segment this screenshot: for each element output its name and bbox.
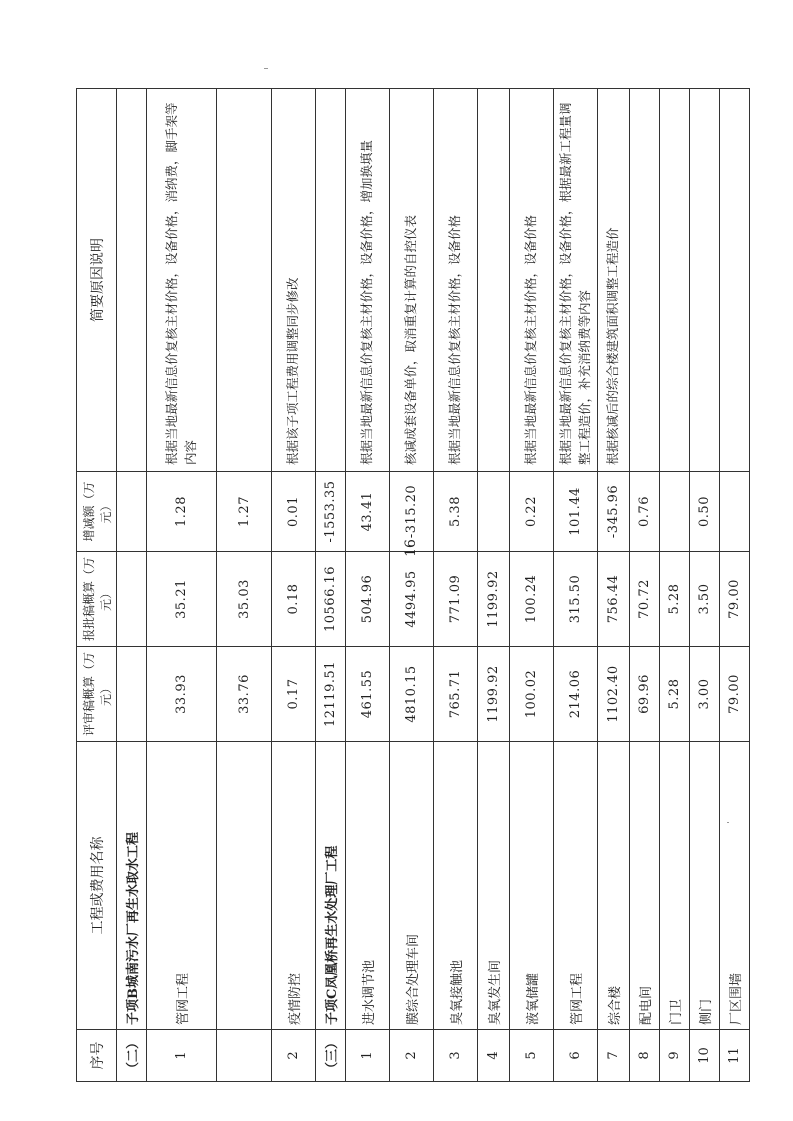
cell-reason: 根据当地最新信息价复核主材价格，设备价格，根据最新工程量调整工程造价，补充消纳费等内容 — [554, 89, 598, 472]
cell-no: 5 — [510, 1030, 554, 1082]
cell-reason — [630, 89, 660, 472]
cell-no: 2 — [390, 1030, 434, 1082]
cell-submit: 5.28 — [660, 552, 690, 647]
cell-reason: 根据当地最新信息价复核主材价格，设备价格 — [434, 89, 478, 472]
header-delta: 增减额（万元） — [77, 472, 117, 552]
cell-no: 10 — [690, 1030, 720, 1082]
cost-comparison-table — [76, 88, 750, 1082]
table-row — [510, 89, 554, 1082]
table-row — [720, 89, 750, 1082]
table-header-row — [77, 89, 117, 1082]
table-row — [630, 89, 660, 1082]
cell-review: 3.00 — [690, 647, 720, 742]
cell-submit: 315.50 — [554, 552, 598, 647]
page-number: 16 — [402, 539, 419, 557]
cell-name: 进水调节池 — [346, 742, 390, 1030]
header-no: 序号 — [77, 1030, 117, 1082]
cell-reason — [217, 89, 272, 472]
cell-name: 管网工程 — [147, 742, 217, 1030]
header-name: 工程或费用名称 — [77, 742, 117, 1030]
cell-review: 1199.92 — [478, 647, 510, 742]
table-row — [598, 89, 630, 1082]
cell-submit: 35.03 — [217, 552, 272, 647]
cell-review: 69.96 — [630, 647, 660, 742]
section-row — [117, 89, 147, 1082]
cell-review: 12119.51 — [316, 647, 346, 742]
cell-submit: 70.72 — [630, 552, 660, 647]
cell-reason: 根据该子项工程费用调整同步修改 — [272, 89, 316, 472]
cell-review: 461.55 — [346, 647, 390, 742]
cell-name — [217, 742, 272, 1030]
header-reason: 简要原因说明 — [77, 89, 117, 472]
cell-submit: 771.09 — [434, 552, 478, 647]
cell-delta: -1553.35 — [316, 472, 346, 552]
table-row — [434, 89, 478, 1082]
scan-speck — [264, 68, 268, 69]
cell-reason — [660, 89, 690, 472]
cell-reason — [316, 89, 346, 472]
header-review: 评审稿概算（万元） — [77, 647, 117, 742]
cell-reason — [690, 89, 720, 472]
cell-reason — [478, 89, 510, 472]
cell-submit: 504.96 — [346, 552, 390, 647]
cell-name: 臭氧接触池 — [434, 742, 478, 1030]
cell-delta — [117, 472, 147, 552]
cell-submit: 0.18 — [272, 552, 316, 647]
cell-name: 疫情防控 — [272, 742, 316, 1030]
cell-review: 5.28 — [660, 647, 690, 742]
table-row — [554, 89, 598, 1082]
cell-review: 33.76 — [217, 647, 272, 742]
cell-name: 厂区围墙 — [720, 742, 750, 1030]
cell-submit: 79.00 — [720, 552, 750, 647]
table-row — [390, 89, 434, 1082]
cell-no: 7 — [598, 1030, 630, 1082]
cell-review: 0.17 — [272, 647, 316, 742]
cell-delta: 43.41 — [346, 472, 390, 552]
cell-reason — [117, 89, 147, 472]
cell-no: 1 — [147, 1030, 217, 1082]
cell-name: 综合楼 — [598, 742, 630, 1030]
cell-no: 9 — [660, 1030, 690, 1082]
cell-delta — [720, 472, 750, 552]
cell-submit: 100.24 — [510, 552, 554, 647]
cell-no: 11 — [720, 1030, 750, 1082]
cell-submit: 35.21 — [147, 552, 217, 647]
cell-review: 79.00 — [720, 647, 750, 742]
cell-delta: 1.28 — [147, 472, 217, 552]
cell-delta: 0.76 — [630, 472, 660, 552]
cell-name: 液氧储罐 — [510, 742, 554, 1030]
cell-reason: 根据当地最新信息价复核主材价格，设备价格，增加换填量 — [346, 89, 390, 472]
cell-review: 4810.15 — [390, 647, 434, 742]
cell-name: 配电间 — [630, 742, 660, 1030]
cell-name: 子项B城南污水厂再生水取水工程 — [117, 742, 147, 1030]
cell-no: （二） — [117, 1030, 147, 1082]
header-submit: 报批稿概算（万元） — [77, 552, 117, 647]
cell-delta: 0.22 — [510, 472, 554, 552]
cell-review: 1102.40 — [598, 647, 630, 742]
cell-submit: 10566.16 — [316, 552, 346, 647]
cell-reason — [720, 89, 750, 472]
cell-review — [117, 647, 147, 742]
cell-delta: 0.50 — [690, 472, 720, 552]
cell-review: 765.71 — [434, 647, 478, 742]
cell-name: 子项C凤凰桥再生水处理厂工程 — [316, 742, 346, 1030]
cell-delta: 101.44 — [554, 472, 598, 552]
cell-review: 214.06 — [554, 647, 598, 742]
cell-delta — [660, 472, 690, 552]
cell-delta: -315.20 — [390, 472, 434, 552]
rotated-table-wrapper — [76, 89, 744, 1082]
cell-delta: -345.96 — [598, 472, 630, 552]
table-row — [272, 89, 316, 1082]
cell-no: 8 — [630, 1030, 660, 1082]
cell-delta: 5.38 — [434, 472, 478, 552]
table-row — [478, 89, 510, 1082]
cell-no: 6 — [554, 1030, 598, 1082]
cell-delta: 1.27 — [217, 472, 272, 552]
cell-reason: 根据当地最新信息价复核主材价格，设备价格 — [510, 89, 554, 472]
cell-no: 4 — [478, 1030, 510, 1082]
cell-review: 100.02 — [510, 647, 554, 742]
table-row — [660, 89, 690, 1082]
cell-reason: 核减成套设备单价，取消重复计算的自控仪表 — [390, 89, 434, 472]
cell-no — [217, 1030, 272, 1082]
cell-name: 管网工程 — [554, 742, 598, 1030]
cell-submit: 4494.95 — [390, 552, 434, 647]
table-row — [147, 89, 217, 1082]
cell-name: 侧门 — [690, 742, 720, 1030]
cell-name: 膜综合处理车间 — [390, 742, 434, 1030]
cell-delta: 0.01 — [272, 472, 316, 552]
cell-reason: 根据当地最新信息价复核主材价格，设备价格，消纳费，脚手架等内容 — [147, 89, 217, 472]
cell-review: 33.93 — [147, 647, 217, 742]
cell-submit: 756.44 — [598, 552, 630, 647]
cell-no: 2 — [272, 1030, 316, 1082]
table-row — [690, 89, 720, 1082]
cell-no: 3 — [434, 1030, 478, 1082]
cell-name: 臭氧发生间 — [478, 742, 510, 1030]
cell-no: （三） — [316, 1030, 346, 1082]
cell-delta — [478, 472, 510, 552]
cell-no: 1 — [346, 1030, 390, 1082]
cell-reason: 根据核减后的综合楼建筑面积调整工程造价 — [598, 89, 630, 472]
cell-submit: 3.50 — [690, 552, 720, 647]
table-row — [217, 89, 272, 1082]
table-row — [346, 89, 390, 1082]
section-row — [316, 89, 346, 1082]
cell-submit — [117, 552, 147, 647]
cell-name: 门卫 — [660, 742, 690, 1030]
cell-submit: 1199.92 — [478, 552, 510, 647]
